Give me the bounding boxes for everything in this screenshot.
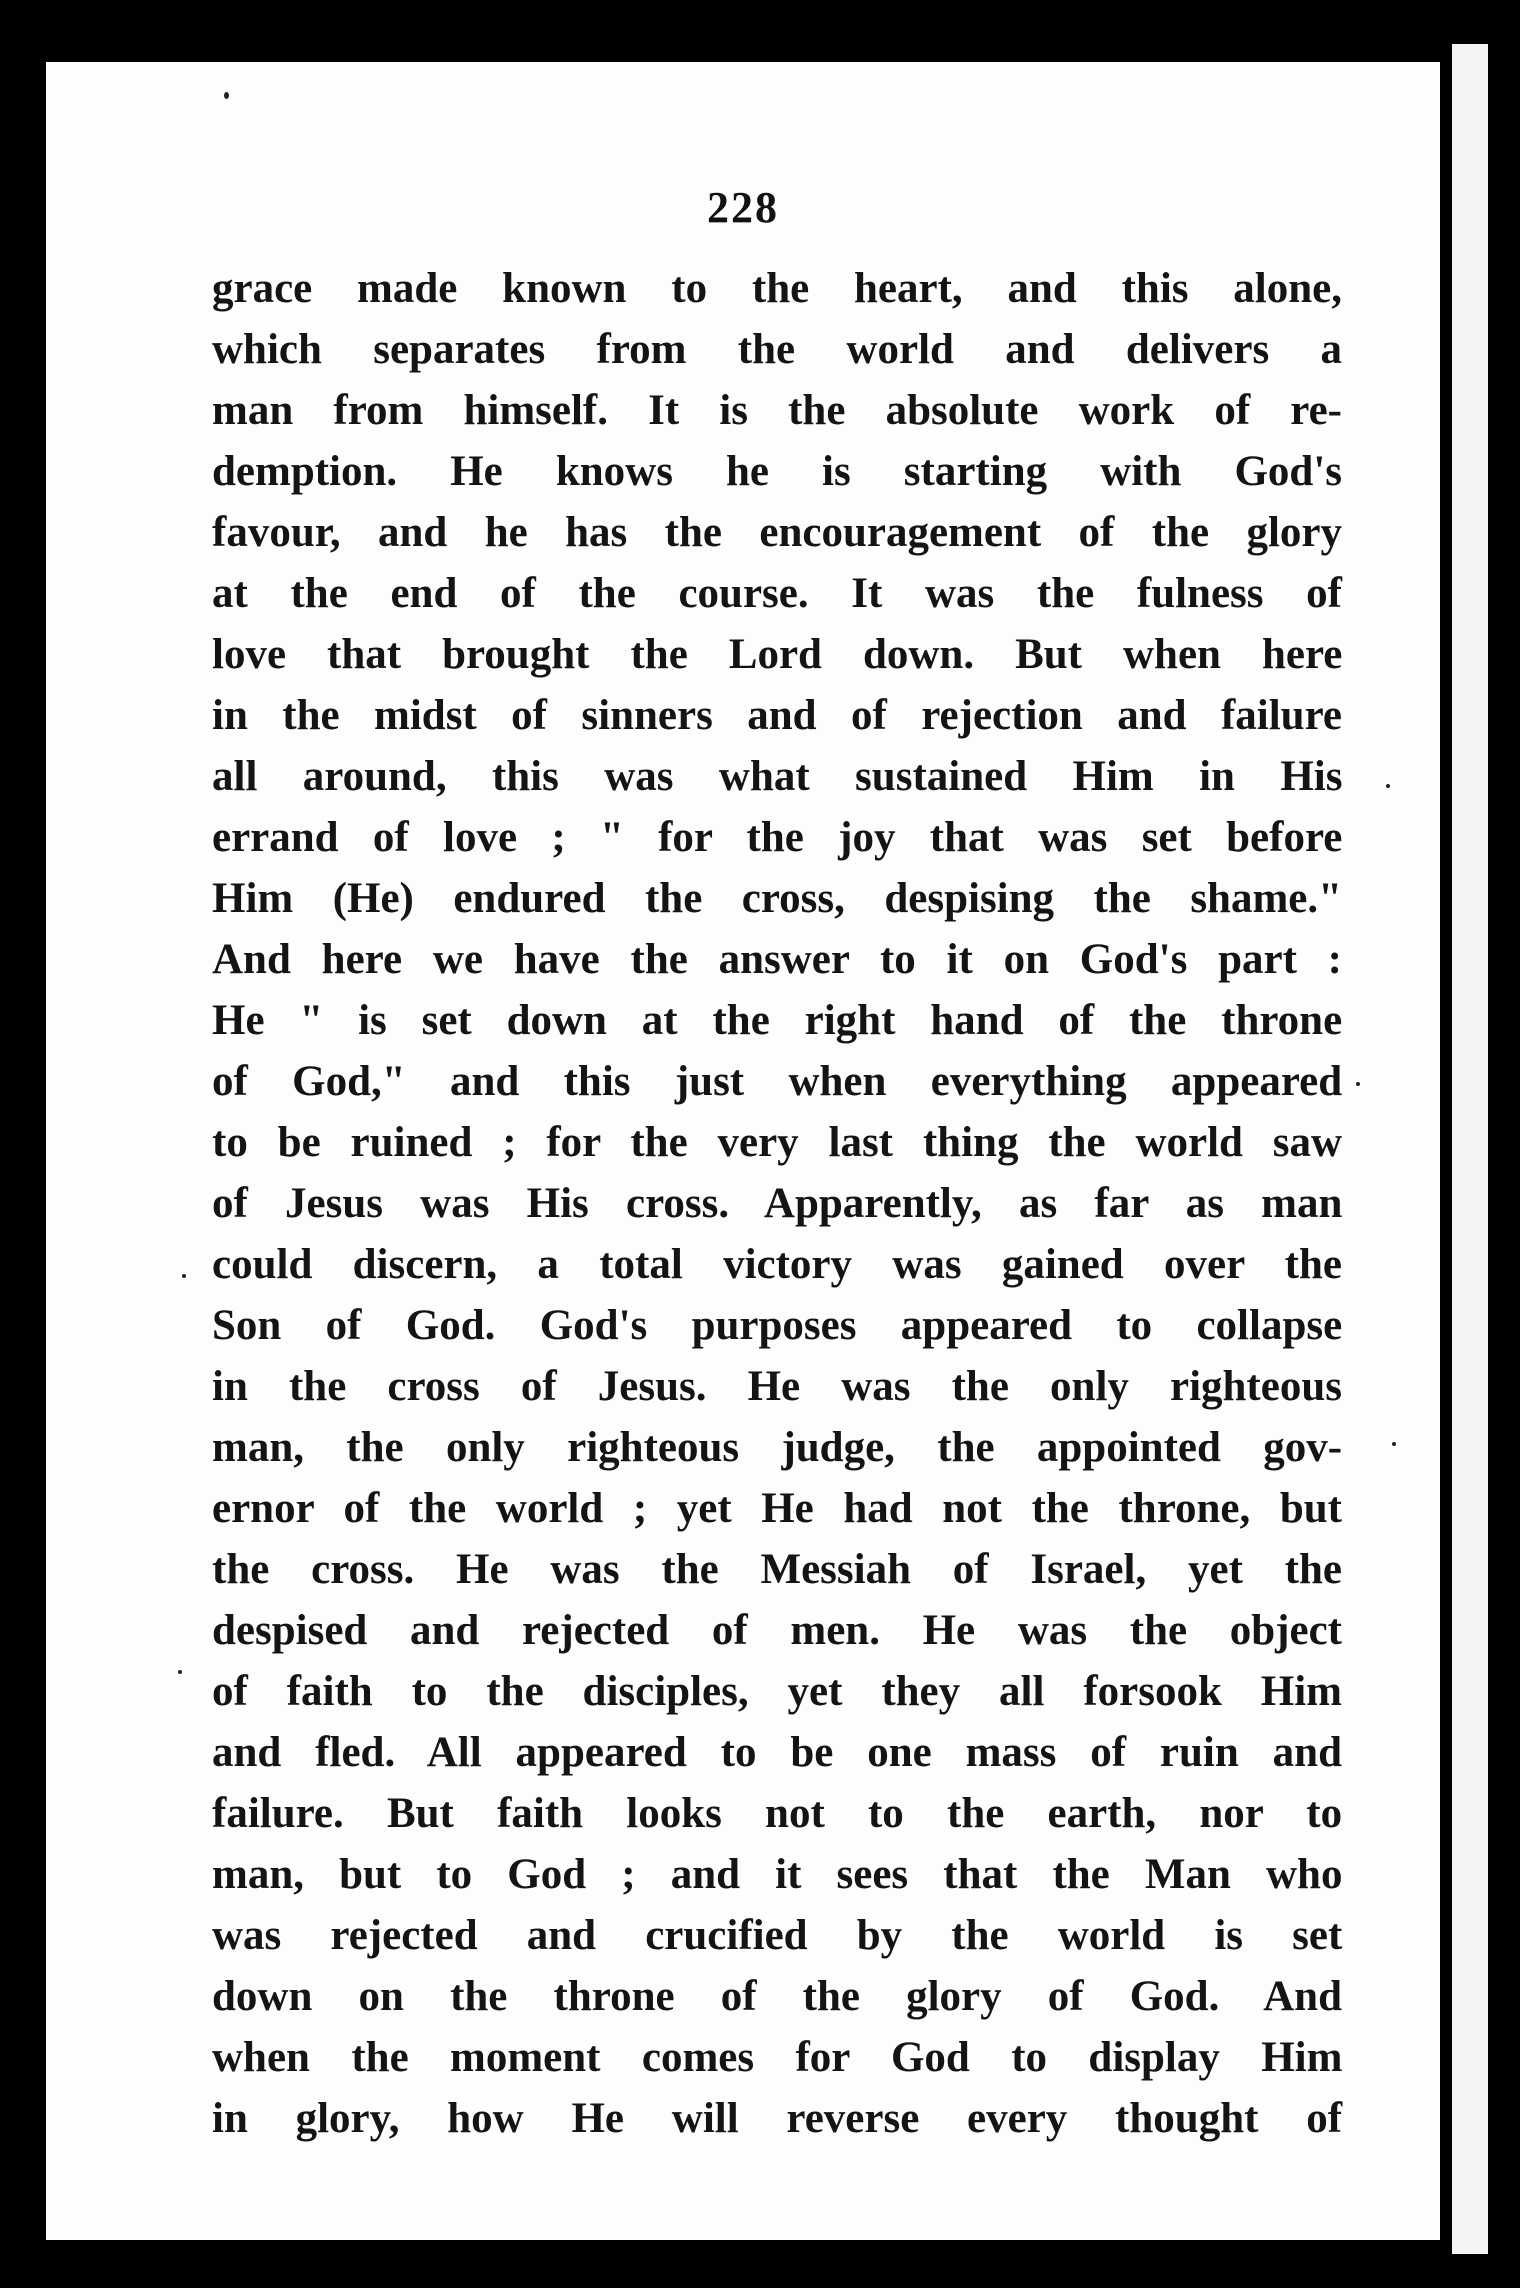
text-line: love that brought the Lord down. But when here — [212, 631, 1343, 678]
text-line: was rejected and crucified by the world is set — [212, 1912, 1343, 1959]
text-line: of God," and this just when everything appeared — [212, 1058, 1343, 1105]
text-line: Son of God. God's purposes appeared to collapse — [212, 1302, 1343, 1349]
text-line: to be ruined ; for the very last thing the world saw — [212, 1119, 1343, 1166]
print-speck — [1356, 1082, 1360, 1086]
text-line: man, but to God ; and it sees that the Man who — [212, 1851, 1343, 1898]
text-line: in the midst of sinners and of rejection and failure — [212, 692, 1342, 739]
print-speck — [1386, 784, 1390, 788]
text-line: down on the throne of the glory of God. And — [212, 1973, 1342, 2020]
text-line: which separates from the world and delivers a — [212, 326, 1343, 373]
print-speck — [178, 1670, 182, 1674]
text-line: in glory, how He will reverse every thought of — [212, 2095, 1343, 2142]
text-line: could discern, a total victory was gained over the — [212, 1241, 1342, 1288]
text-line: grace made known to the heart, and this alone, — [212, 265, 1342, 312]
text-line: demption. He knows he is starting with God's — [212, 448, 1342, 495]
text-line: of Jesus was His cross. Apparently, as far as man — [212, 1180, 1343, 1227]
text-line: the cross. He was the Messiah of Israel, yet the — [212, 1546, 1342, 1593]
text-line: failure. But faith looks not to the earth, nor to — [212, 1790, 1343, 1837]
print-speck — [1392, 1442, 1396, 1446]
print-speck — [182, 1274, 186, 1278]
text-line: Him (He) endured the cross, despising the shame." — [212, 875, 1342, 922]
text-line: despised and rejected of men. He was the object — [212, 1607, 1342, 1654]
body-text — [212, 258, 1342, 2149]
text-line: man from himself. It is the absolute work of re- — [212, 387, 1342, 434]
text-line: errand of love ; " for the joy that was set before — [212, 814, 1343, 861]
text-line: man, the only righteous judge, the appointed gov- — [212, 1424, 1343, 1471]
print-speck — [224, 92, 229, 99]
text-line: And here we have the answer to it on God's part : — [212, 936, 1342, 983]
text-line: all around, this was what sustained Him in His — [212, 753, 1343, 800]
text-line: and fled. All appeared to be one mass of ruin and — [212, 1729, 1342, 1776]
text-line: in the cross of Jesus. He was the only righteous — [212, 1363, 1342, 1410]
text-line: of faith to the disciples, yet they all forsook Him — [212, 1668, 1342, 1715]
text-line: when the moment comes for God to display Him — [212, 2034, 1343, 2081]
page-gutter — [1440, 44, 1452, 2274]
text-line: favour, and he has the encouragement of the glory — [212, 509, 1342, 556]
adjacent-page-edge — [1452, 44, 1488, 2254]
text-line: ernor of the world ; yet He had not the throne, but — [212, 1485, 1342, 1532]
book-page — [46, 62, 1440, 2240]
text-line: at the end of the course. It was the fulness of — [212, 570, 1342, 617]
text-line: He " is set down at the right hand of the throne — [212, 997, 1343, 1044]
page-number: 228 — [707, 183, 779, 232]
